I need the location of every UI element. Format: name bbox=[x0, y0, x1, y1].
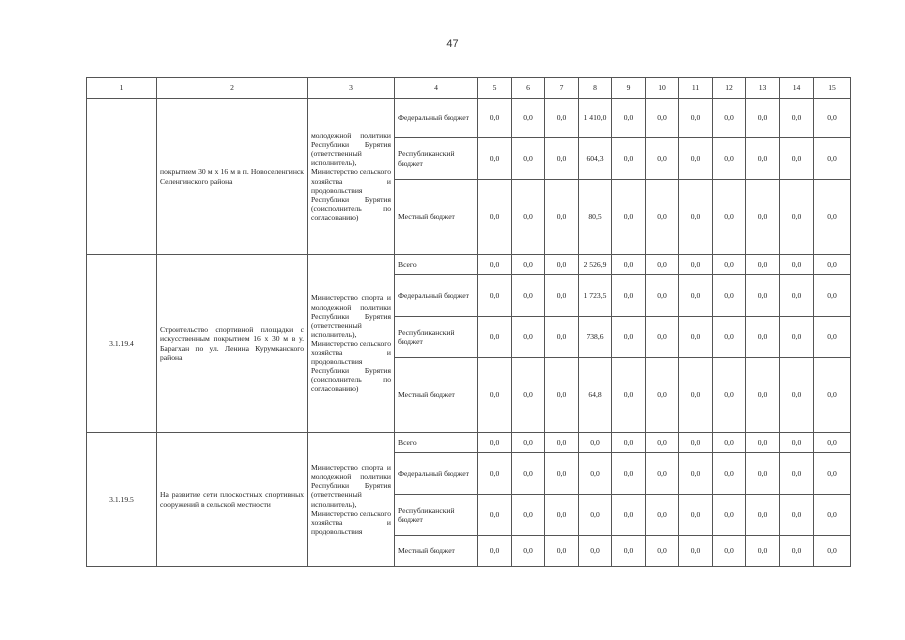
value-cell: 0,0 bbox=[679, 99, 713, 138]
value-cell: 0,0 bbox=[780, 495, 814, 536]
executor-cell: молодежной политики Республики Бурятия (ответственный исполнитель), Министерство сельского хозяйства и продовольствия Республики Бурятия (соисполнитель по согласованию) bbox=[308, 99, 395, 255]
funding-source-cell: Всего bbox=[395, 433, 478, 453]
value-cell: 0,0 bbox=[713, 358, 746, 433]
value-cell: 0,0 bbox=[679, 180, 713, 255]
value-cell: 0,0 bbox=[713, 317, 746, 358]
value-cell: 0,0 bbox=[679, 495, 713, 536]
value-cell: 0,0 bbox=[512, 180, 545, 255]
value-cell: 0,0 bbox=[512, 275, 545, 317]
value-cell: 0,0 bbox=[646, 433, 679, 453]
value-cell: 0,0 bbox=[646, 317, 679, 358]
value-cell: 0,0 bbox=[545, 358, 579, 433]
value-cell: 0,0 bbox=[512, 138, 545, 180]
value-cell: 604,3 bbox=[579, 138, 612, 180]
value-cell: 0,0 bbox=[612, 433, 646, 453]
value-cell: 0,0 bbox=[512, 433, 545, 453]
value-cell: 0,0 bbox=[746, 180, 780, 255]
column-number-cell: 14 bbox=[780, 78, 814, 99]
value-cell: 0,0 bbox=[478, 433, 512, 453]
value-cell: 0,0 bbox=[545, 433, 579, 453]
value-cell: 0,0 bbox=[512, 317, 545, 358]
value-cell: 0,0 bbox=[612, 99, 646, 138]
value-cell: 0,0 bbox=[478, 495, 512, 536]
value-cell: 0,0 bbox=[579, 433, 612, 453]
funding-source-cell: Федеральный бюджет bbox=[395, 99, 478, 138]
value-cell: 0,0 bbox=[713, 138, 746, 180]
column-number-cell: 5 bbox=[478, 78, 512, 99]
measure-code-cell: 3.1.19.5 bbox=[87, 433, 157, 567]
value-cell: 0,0 bbox=[612, 495, 646, 536]
column-number-cell: 11 bbox=[679, 78, 713, 99]
value-cell: 0,0 bbox=[746, 99, 780, 138]
value-cell: 0,0 bbox=[579, 495, 612, 536]
value-cell: 0,0 bbox=[646, 275, 679, 317]
value-cell: 0,0 bbox=[713, 453, 746, 495]
value-cell: 0,0 bbox=[679, 536, 713, 567]
value-cell: 0,0 bbox=[612, 275, 646, 317]
value-cell: 1 723,5 bbox=[579, 275, 612, 317]
column-number-cell: 1 bbox=[87, 78, 157, 99]
value-cell: 0,0 bbox=[545, 453, 579, 495]
value-cell: 0,0 bbox=[814, 358, 851, 433]
measure-code-cell bbox=[87, 99, 157, 255]
value-cell: 0,0 bbox=[646, 138, 679, 180]
value-cell: 0,0 bbox=[814, 255, 851, 275]
funding-source-cell: Республиканский бюджет bbox=[395, 138, 478, 180]
value-cell: 0,0 bbox=[814, 317, 851, 358]
value-cell: 0,0 bbox=[814, 433, 851, 453]
value-cell: 0,0 bbox=[713, 99, 746, 138]
value-cell: 0,0 bbox=[478, 275, 512, 317]
value-cell: 0,0 bbox=[780, 275, 814, 317]
funding-source-cell: Республиканский бюджет bbox=[395, 317, 478, 358]
funding-source-cell: Местный бюджет bbox=[395, 536, 478, 567]
executor-cell: Министерство спорта и молодежной политики Республики Бурятия (ответственный исполнитель), Министерство сельского хозяйства и продовольствия bbox=[308, 433, 395, 567]
value-cell: 0,0 bbox=[545, 180, 579, 255]
column-number-cell: 15 bbox=[814, 78, 851, 99]
column-number-cell: 2 bbox=[157, 78, 308, 99]
value-cell: 0,0 bbox=[512, 495, 545, 536]
value-cell: 0,0 bbox=[646, 358, 679, 433]
funding-source-cell: Федеральный бюджет bbox=[395, 275, 478, 317]
value-cell: 0,0 bbox=[545, 536, 579, 567]
value-cell: 0,0 bbox=[612, 453, 646, 495]
value-cell: 0,0 bbox=[478, 453, 512, 495]
column-number-cell: 10 bbox=[646, 78, 679, 99]
value-cell: 0,0 bbox=[545, 138, 579, 180]
value-cell: 0,0 bbox=[612, 358, 646, 433]
executor-cell: Министерство спорта и молодежной политики Республики Бурятия (ответственный исполнитель), Министерство сельского хозяйства и продовольствия Республики Бурятия (соисполнитель по согласованию) bbox=[308, 255, 395, 433]
value-cell: 0,0 bbox=[478, 536, 512, 567]
value-cell: 0,0 bbox=[478, 180, 512, 255]
page-number: 47 bbox=[446, 38, 459, 50]
value-cell: 0,0 bbox=[512, 453, 545, 495]
value-cell: 0,0 bbox=[679, 138, 713, 180]
column-number-row bbox=[87, 78, 851, 99]
table-row bbox=[87, 99, 851, 138]
value-cell: 0,0 bbox=[612, 138, 646, 180]
value-cell: 0,0 bbox=[512, 536, 545, 567]
value-cell: 0,0 bbox=[814, 453, 851, 495]
value-cell: 0,0 bbox=[746, 275, 780, 317]
column-number-cell: 4 bbox=[395, 78, 478, 99]
value-cell: 64,8 bbox=[579, 358, 612, 433]
funding-source-cell: Федеральный бюджет bbox=[395, 453, 478, 495]
column-number-cell: 8 bbox=[579, 78, 612, 99]
table-row bbox=[87, 255, 851, 275]
value-cell: 0,0 bbox=[713, 180, 746, 255]
value-cell: 0,0 bbox=[478, 317, 512, 358]
value-cell: 738,6 bbox=[579, 317, 612, 358]
value-cell: 0,0 bbox=[679, 275, 713, 317]
value-cell: 0,0 bbox=[545, 99, 579, 138]
column-number-cell: 13 bbox=[746, 78, 780, 99]
value-cell: 0,0 bbox=[646, 255, 679, 275]
table-row bbox=[87, 433, 851, 453]
value-cell: 0,0 bbox=[746, 358, 780, 433]
column-number-cell: 9 bbox=[612, 78, 646, 99]
value-cell: 2 526,9 bbox=[579, 255, 612, 275]
column-number-cell: 3 bbox=[308, 78, 395, 99]
value-cell: 0,0 bbox=[478, 255, 512, 275]
value-cell: 0,0 bbox=[780, 453, 814, 495]
value-cell: 0,0 bbox=[746, 536, 780, 567]
funding-source-cell: Республиканский бюджет bbox=[395, 495, 478, 536]
value-cell: 0,0 bbox=[814, 99, 851, 138]
budget-table bbox=[86, 77, 851, 567]
value-cell: 0,0 bbox=[545, 255, 579, 275]
funding-source-cell: Местный бюджет bbox=[395, 180, 478, 255]
value-cell: 0,0 bbox=[746, 495, 780, 536]
value-cell: 0,0 bbox=[679, 317, 713, 358]
value-cell: 0,0 bbox=[713, 495, 746, 536]
value-cell: 0,0 bbox=[579, 536, 612, 567]
value-cell: 80,5 bbox=[579, 180, 612, 255]
value-cell: 0,0 bbox=[814, 180, 851, 255]
value-cell: 0,0 bbox=[612, 255, 646, 275]
value-cell: 0,0 bbox=[478, 358, 512, 433]
column-number-cell: 12 bbox=[713, 78, 746, 99]
value-cell: 0,0 bbox=[746, 433, 780, 453]
value-cell: 0,0 bbox=[545, 275, 579, 317]
value-cell: 0,0 bbox=[512, 99, 545, 138]
value-cell: 0,0 bbox=[746, 317, 780, 358]
column-number-cell: 6 bbox=[512, 78, 545, 99]
measure-description-cell: Строительство спортивной площадки с искусственным покрытием 16 х 30 м в у. Барагхан по ул. Ленина Курумканского района bbox=[157, 255, 308, 433]
value-cell: 0,0 bbox=[646, 180, 679, 255]
value-cell: 0,0 bbox=[780, 180, 814, 255]
value-cell: 0,0 bbox=[814, 536, 851, 567]
value-cell: 0,0 bbox=[679, 358, 713, 433]
value-cell: 0,0 bbox=[780, 317, 814, 358]
value-cell: 0,0 bbox=[746, 453, 780, 495]
funding-source-cell: Местный бюджет bbox=[395, 358, 478, 433]
value-cell: 0,0 bbox=[780, 433, 814, 453]
value-cell: 0,0 bbox=[478, 138, 512, 180]
value-cell: 0,0 bbox=[478, 99, 512, 138]
value-cell: 0,0 bbox=[713, 433, 746, 453]
value-cell: 0,0 bbox=[512, 358, 545, 433]
value-cell: 0,0 bbox=[646, 99, 679, 138]
value-cell: 0,0 bbox=[646, 495, 679, 536]
value-cell: 0,0 bbox=[746, 255, 780, 275]
measure-code-cell: 3.1.19.4 bbox=[87, 255, 157, 433]
value-cell: 0,0 bbox=[780, 536, 814, 567]
value-cell: 0,0 bbox=[679, 433, 713, 453]
measure-description-cell: На развитие сети плоскостных спортивных сооружений в сельской местности bbox=[157, 433, 308, 567]
value-cell: 0,0 bbox=[579, 453, 612, 495]
value-cell: 0,0 bbox=[679, 453, 713, 495]
value-cell: 0,0 bbox=[780, 99, 814, 138]
value-cell: 0,0 bbox=[512, 255, 545, 275]
column-number-cell: 7 bbox=[545, 78, 579, 99]
value-cell: 0,0 bbox=[545, 495, 579, 536]
value-cell: 0,0 bbox=[780, 255, 814, 275]
value-cell: 0,0 bbox=[545, 317, 579, 358]
value-cell: 0,0 bbox=[814, 495, 851, 536]
value-cell: 0,0 bbox=[679, 255, 713, 275]
value-cell: 0,0 bbox=[814, 138, 851, 180]
value-cell: 0,0 bbox=[612, 536, 646, 567]
value-cell: 0,0 bbox=[646, 453, 679, 495]
funding-source-cell: Всего bbox=[395, 255, 478, 275]
value-cell: 0,0 bbox=[612, 180, 646, 255]
value-cell: 0,0 bbox=[713, 536, 746, 567]
value-cell: 0,0 bbox=[713, 275, 746, 317]
value-cell: 0,0 bbox=[646, 536, 679, 567]
value-cell: 0,0 bbox=[780, 138, 814, 180]
value-cell: 0,0 bbox=[612, 317, 646, 358]
value-cell: 0,0 bbox=[780, 358, 814, 433]
value-cell: 1 410,0 bbox=[579, 99, 612, 138]
value-cell: 0,0 bbox=[713, 255, 746, 275]
value-cell: 0,0 bbox=[814, 275, 851, 317]
value-cell: 0,0 bbox=[746, 138, 780, 180]
measure-description-cell: покрытием 30 м х 16 м в п. Новоселенгинск Селенгинского района bbox=[157, 99, 308, 255]
